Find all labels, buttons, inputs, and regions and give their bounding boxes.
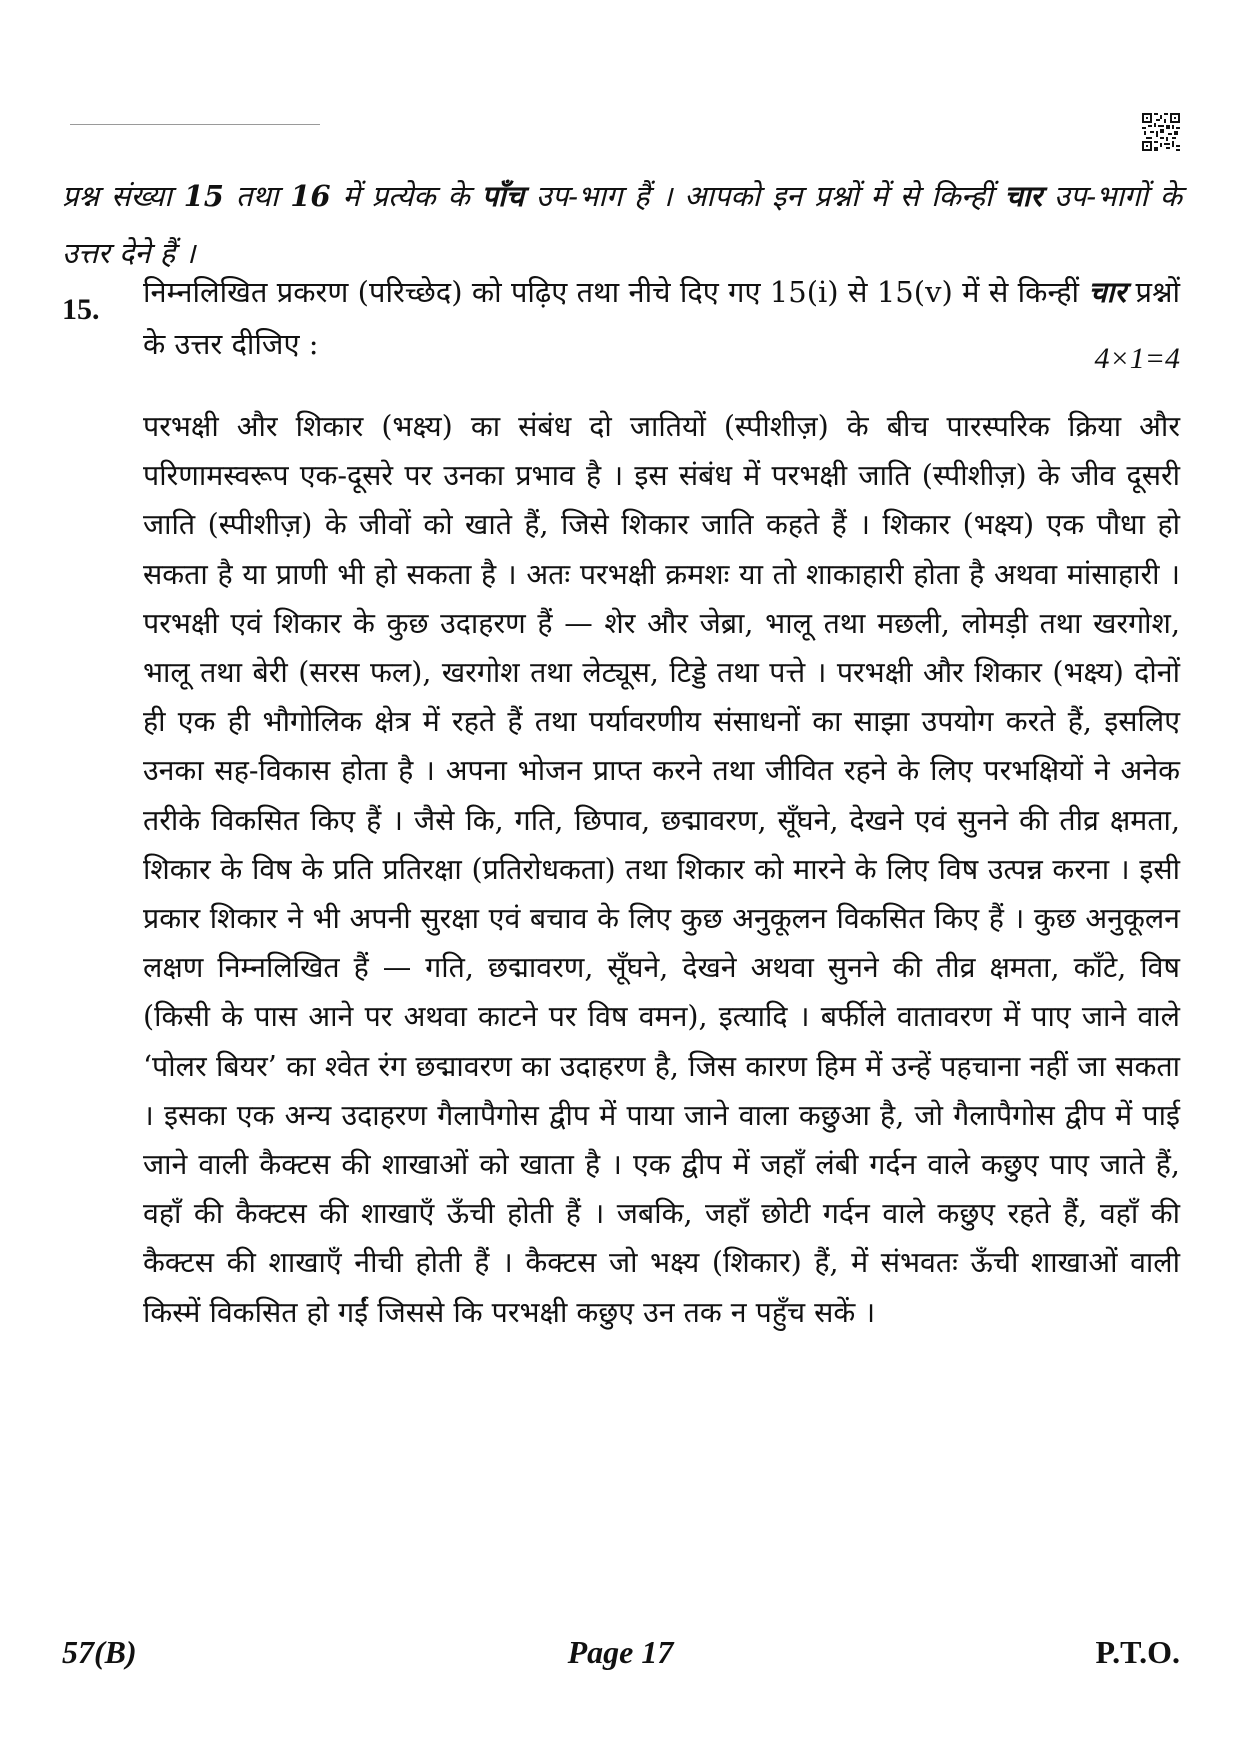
instruction-emphasis-five: पाँच xyxy=(481,179,525,213)
instruction-text: प्रश्न संख्या xyxy=(62,179,184,213)
question-number: 15. xyxy=(62,293,100,326)
instruction-text: में प्रत्येक के xyxy=(330,179,482,213)
question-emphasis-four: चार xyxy=(1088,275,1127,309)
section-instruction xyxy=(62,168,1182,282)
instruction-emphasis-four: चार xyxy=(1004,179,1043,213)
question-marks: 4×1=4 xyxy=(1094,342,1180,375)
question-prompt xyxy=(143,266,1180,370)
footer-page-number: Page 17 xyxy=(567,1634,674,1670)
question-text: निम्नलिखित प्रकरण (परिच्छेद) को पढ़िए तथा नीचे दिए गए 15(i) से 15(v) में से किन्हीं xyxy=(143,275,1089,309)
instruction-text: तथा xyxy=(223,179,291,213)
footer-paper-code: 57(B) xyxy=(62,1634,137,1670)
header-rule xyxy=(70,124,320,125)
instruction-q15: 15 xyxy=(183,179,224,213)
qr-code-icon xyxy=(1142,113,1180,151)
question-text: प्रश्नों के उत्तर दीजिए : xyxy=(143,275,1181,361)
reading-passage: परभक्षी और शिकार (भक्ष्य) का संबंध दो जातियों (स्पीशीज़) के बीच पारस्परिक क्रिया और परिणामस्वरूप एक-दूसरे पर उनका प्रभाव है । इस संबंध में परभक्षी जाति (स्पीशीज़) के जीव दूसरी जाति (स्पीशीज़) के जीवों को खाते हैं, जिसे शिकार जाति कहते हैं । शिकार (भक्ष्य) एक पौधा हो सकता है या प्राणी भी हो सकता है । अतः परभक्षी क्रमशः या तो शाकाहारी होता है अथवा मांसाहारी । परभक्षी एवं शिकार के कुछ उदाहरण हैं — शेर और जेब्रा, भालू तथा मछली, लोमड़ी तथा खरगोश, भालू तथा बेरी (सरस फल), खरगोश तथा लेट्यूस, टिड्डे तथा पत्ते । परभक्षी और शिकार (भक्ष्य) दोनों ही एक ही भौगोलिक क्षेत्र में रहते हैं तथा पर्यावरणीय संसाधनों का साझा उपयोग करते हैं, इसलिए उनका सह-विकास होता है । अपना भोजन प्राप्त करने तथा जीवित रहने के लिए परभक्षियों ने अनेक तरीके विकसित किए हैं । जैसे कि, गति, छिपाव, छद्मावरण, सूँघने, देखने एवं सुनने की तीव्र क्षमता, शिकार के विष के प्रति प्रतिरक्षा (प्रतिरोधकता) तथा शिकार को मारने के लिए विष उत्पन्न करना । इसी प्रकार शिकार ने भी अपनी सुरक्षा एवं बचाव के लिए कुछ अनुकूलन विकसित किए हैं । कुछ अनुकूलन लक्षण निम्नलिखित हैं — गति, छद्मावरण, सूँघने, देखने अथवा सुनने की तीव्र क्षमता, काँटे, विष (किसी के पास आने पर अथवा काटने पर विष वमन), इत्यादि । बर्फीले वातावरण में पाए जाने वाले ‘पोलर बियर’ का श्वेत रंग छद्मावरण का उदाहरण है, जिस कारण हिम में उन्हें पहचाना नहीं जा सकता । इसका एक अन्य उदाहरण गैलापैगोस द्वीप में पाया जाने वाला कछुआ है, जो गैलापैगोस द्वीप में पाई जाने वाली कैक्टस की शाखाओं को खाता है । एक द्वीप में जहाँ लंबी गर्दन वाले कछुए पाए जाते हैं, वहाँ की कैक्टस की शाखाएँ ऊँची होती हैं । जबकि, जहाँ छोटी गर्दन वाले कछुए रहते हैं, वहाँ की कैक्टस की शाखाएँ नीची होती हैं । कैक्टस जो भक्ष्य (शिकार) हैं, में संभवतः ऊँची शाखाओं वाली किस्में विकसित हो गईं जिससे कि परभक्षी कछुए उन तक न पहुँच सकें । xyxy=(143,410,1180,1329)
instruction-text: उप-भाग हैं । आपको इन प्रश्नों में से किन्हीं xyxy=(524,179,1005,213)
instruction-text: उप-भागों के उत्तर देने हैं । xyxy=(62,179,1183,270)
instruction-q16: 16 xyxy=(290,179,331,213)
footer-pto: P.T.O. xyxy=(1095,1634,1180,1670)
